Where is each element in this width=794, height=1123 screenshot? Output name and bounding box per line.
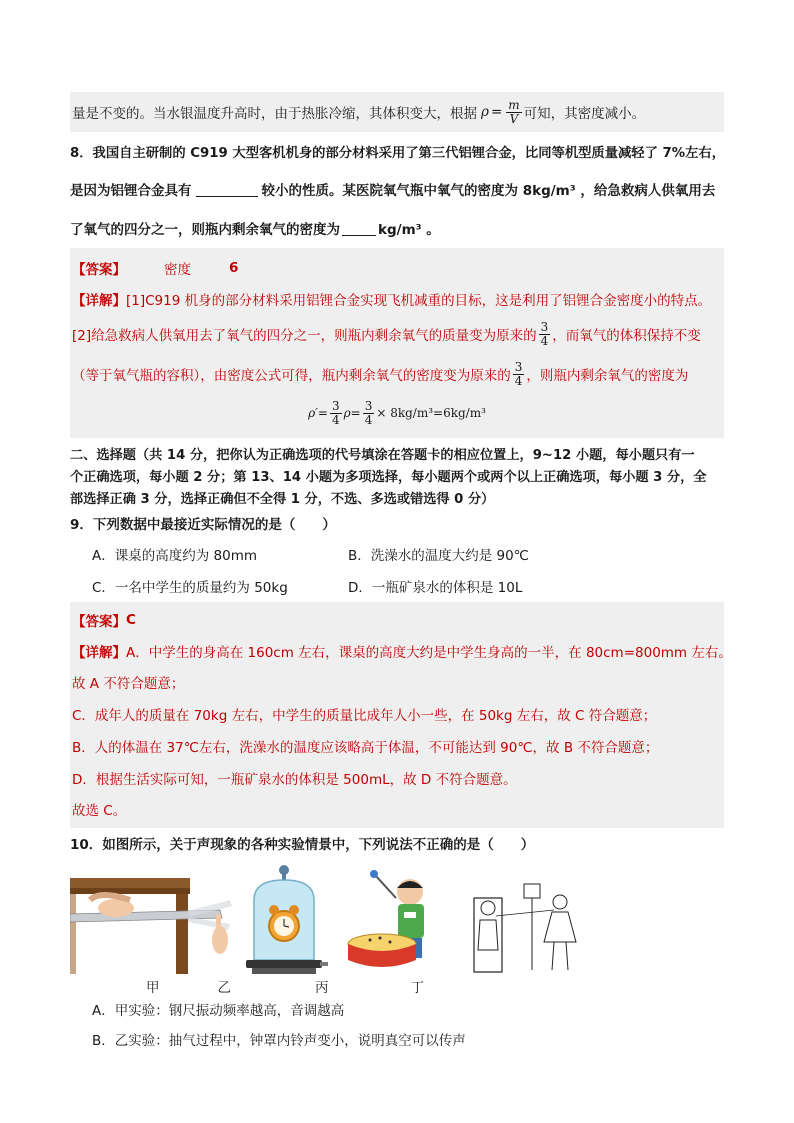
question-9-answer <box>72 604 722 636</box>
figure-label-bing: 丙 <box>315 980 329 996</box>
section-2-line-2: 个正确选项，每小题 2 分；第 13、14 小题为多项选择，每小题两个或两个以上正确选项，每小题 3 分，全 <box>70 469 707 485</box>
question-8-line-3-start: 了氧气的四分之一，则瓶内剩余氧气的密度为 <box>70 222 340 238</box>
section-2-instructions <box>70 442 724 508</box>
question-8-answer-block <box>70 248 724 438</box>
question-8-detail-2 <box>72 314 722 354</box>
option-a: A．课桌的高度约为 80mm <box>92 548 258 564</box>
document-page <box>70 92 732 1054</box>
detail-text-3-start: （等于氧气瓶的容积），由密度公式可得，瓶内剩余氧气的密度变为原来的 <box>72 368 511 384</box>
previous-explanation-fragment <box>70 92 724 132</box>
fragment-text-before: 量是不变的。当水银温度升高时，由于热胀冷缩，其体积变大，根据 <box>72 106 477 122</box>
rho-equals: ρ= <box>343 406 361 420</box>
ruler-on-table-illustration <box>70 870 240 976</box>
detail-label: 【详解】 <box>72 645 126 661</box>
question-9-detail-1 <box>72 636 732 666</box>
fraction-numerator: 3 <box>540 319 549 334</box>
formula-result: × 8kg/m³=6kg/m³ <box>376 406 486 420</box>
question-9-options-row-2 <box>70 570 724 602</box>
detail-text-3-end: ，则瓶内剩余氧气的密度为 <box>526 368 689 384</box>
question-8-line-3 <box>70 208 724 248</box>
answer-value-2: 6 <box>229 260 239 276</box>
question-8-line-2 <box>70 170 724 208</box>
question-8-line-1: 8．我国自主研制的 C919 大型客机机身的部分材料采用了第三代铝锂合金，比同等机型质量减轻了 7%左右， <box>70 145 725 161</box>
figure-label-jia: 甲 <box>146 980 160 996</box>
density-symbol: ρ <box>481 104 489 120</box>
formula-fraction-1 <box>330 400 342 427</box>
formula-numerator-2: 3 <box>364 398 373 413</box>
detail-text-a: A．中学生的身高在 160cm 左右，课桌的高度大约是中学生身高的一半，在 80cm=800mm 左右。 <box>126 645 732 661</box>
equals-sign: = <box>490 104 503 120</box>
question-9-conclusion: 故选 C。 <box>72 803 127 819</box>
answer-blank-1 <box>196 182 258 197</box>
question-8-detail-3 <box>72 354 722 394</box>
formula-denominator-1: 4 <box>331 412 340 427</box>
detail-text-1: [1]C919 机身的部分材料采用铝锂合金实现飞机减重的目标，这是利用了铝锂合金密度小的特点。 <box>126 293 712 309</box>
question-10-option-a: A．甲实验：钢尺振动频率越高，音调越高 <box>92 1003 345 1019</box>
question-10-option-b: B．乙实验：抽气过程中，钟罩内铃声变小，说明真空可以传声 <box>92 1033 466 1049</box>
question-9-detail-3: B．人的体温在 37℃左右，洗澡水的温度应该略高于体温，不可能达到 90℃，故 B 不符合题意； <box>72 740 659 756</box>
question-8 <box>70 132 724 248</box>
figure-labels <box>70 976 724 994</box>
rho-prime: ρ′= <box>308 406 328 420</box>
sound-experiment-figure <box>70 864 724 976</box>
section-2-line-1: 二、选择题（共 14 分，把你认为正确选项的代号填涂在答题卡的相应位置上，9~12 小题，每小题只有一 <box>70 447 695 463</box>
mass-symbol: m <box>508 97 520 112</box>
question-8-line-2-start: 是因为铝锂合金具有 <box>70 183 192 199</box>
fragment-text-after: 可知，其密度减小。 <box>523 106 646 122</box>
question-9-answer-block <box>70 602 732 828</box>
answer-blank-2 <box>342 221 376 236</box>
volume-symbol: V <box>509 111 519 126</box>
three-quarters-fraction <box>539 321 551 348</box>
answer-label: 【答案】 <box>72 262 126 278</box>
figure-label-ding: 丁 <box>410 980 424 996</box>
density-formula-fraction <box>506 99 521 126</box>
fraction-denominator: 4 <box>540 333 549 348</box>
fraction-denominator-2: 4 <box>514 373 523 388</box>
detail-text-2-start: [2]给急救病人供氧用去了氧气的四分之一，则瓶内剩余氧气的质量变为原来的 <box>72 328 537 344</box>
question-9-detail-1b: 故 A 不符合题意； <box>72 676 185 692</box>
density-calculation-formula <box>72 394 722 432</box>
question-9 <box>70 508 724 602</box>
drum-and-boy-illustration <box>346 868 466 976</box>
question-8-line-2-end: 较小的性质。某医院氧气瓶中氧气的密度为 8kg/m³ ，给急救病人供氧用去 <box>261 183 716 199</box>
question-8-detail-1 <box>72 284 722 314</box>
question-9-detail-2: C．成年人的质量在 70kg 左右，中学生的质量比成年人小一些，在 50kg 左右，故 C 符合题意； <box>72 708 657 724</box>
option-d: D．一瓶矿泉水的体积是 10L <box>348 580 523 596</box>
bell-jar-illustration <box>240 864 330 976</box>
question-10 <box>70 828 724 1054</box>
fraction-numerator-2: 3 <box>514 359 523 374</box>
formula-fraction-2 <box>363 400 375 427</box>
question-9-options-row-1 <box>70 538 724 570</box>
three-quarters-fraction-2 <box>513 361 525 388</box>
answer-value-1: 密度 <box>164 262 191 278</box>
formula-denominator-2: 4 <box>364 412 373 427</box>
question-8-answer <box>72 252 722 284</box>
answer-value: C <box>126 612 136 628</box>
question-9-detail-4: D．根据生活实际可知，一瓶矿泉水的体积是 500mL，故 D 不符合题意。 <box>72 772 517 788</box>
section-2-line-3: 部选择正确 3 分，选择正确但不全得 1 分，不选、多选或错选得 0 分） <box>70 491 495 507</box>
question-9-stem: 9．下列数据中最接近实际情况的是（ ） <box>70 517 336 533</box>
option-c: C．一名中学生的质量约为 50kg <box>92 580 288 596</box>
figure-label-yi: 乙 <box>217 980 231 996</box>
string-telephone-illustration <box>470 880 582 976</box>
detail-text-2-end: ，而氧气的体积保持不变 <box>552 328 701 344</box>
answer-label: 【答案】 <box>72 614 126 630</box>
question-8-line-3-end: kg/m³ 。 <box>378 222 440 238</box>
detail-label: 【详解】 <box>72 293 126 309</box>
question-10-stem: 10．如图所示，关于声现象的各种实验情景中，下列说法不正确的是（ ） <box>70 837 535 853</box>
option-b: B．洗澡水的温度大约是 90℃ <box>348 548 529 564</box>
formula-numerator-1: 3 <box>331 398 340 413</box>
